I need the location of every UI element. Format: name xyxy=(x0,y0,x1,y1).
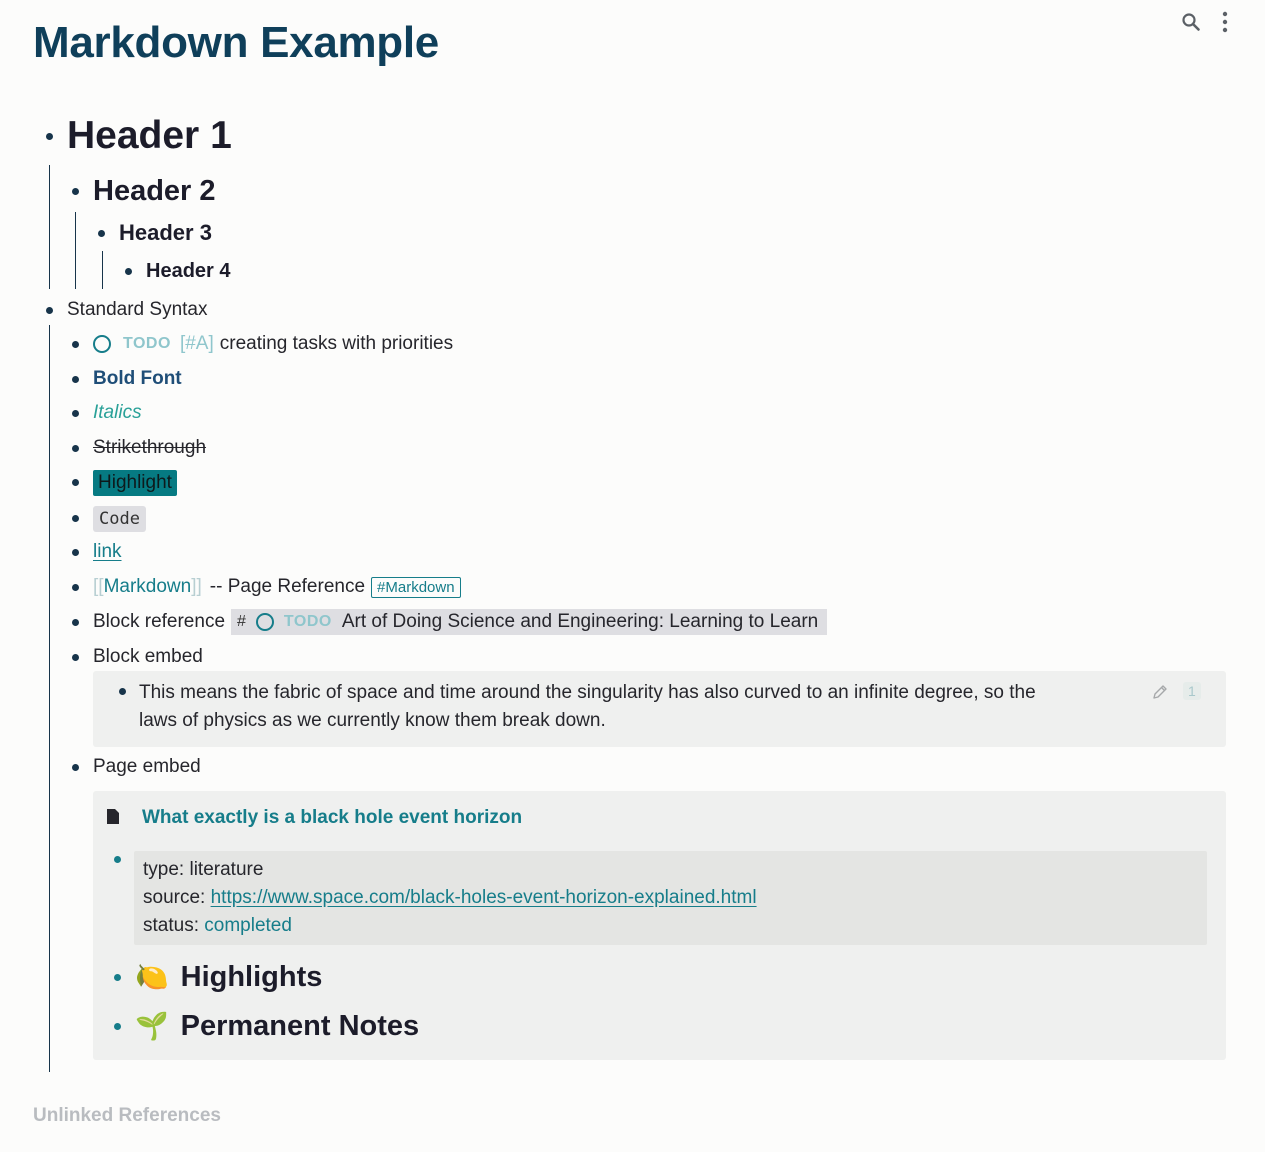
guide-line-header2 xyxy=(75,212,76,289)
bullet[interactable] xyxy=(72,188,79,195)
page-icon xyxy=(107,809,119,828)
todo-marker[interactable]: TODO xyxy=(283,613,332,630)
guide-line-header3 xyxy=(102,251,103,289)
property-key: status: xyxy=(143,915,199,936)
block-header-1[interactable] xyxy=(46,112,232,160)
todo-marker[interactable]: TODO xyxy=(123,335,171,352)
block-embed-container[interactable] xyxy=(93,671,1226,747)
inline-code: Code xyxy=(93,506,146,532)
property-key: source: xyxy=(143,887,206,908)
block-header-4[interactable] xyxy=(125,258,231,284)
property-status xyxy=(143,912,757,940)
unlinked-references-toggle[interactable]: Unlinked References xyxy=(33,1105,221,1126)
bold-text: Bold Font xyxy=(93,368,182,389)
bullet[interactable] xyxy=(114,974,121,981)
bullet[interactable] xyxy=(46,133,53,140)
block-reference-chip[interactable] xyxy=(231,609,827,635)
hash-icon: # xyxy=(237,613,246,630)
block-embed-label: Block embed xyxy=(93,646,203,667)
bullet[interactable] xyxy=(46,307,53,314)
highlights-heading: Highlights xyxy=(180,960,323,993)
block-permanent-notes[interactable] xyxy=(114,1006,419,1046)
todo-checkbox[interactable] xyxy=(256,613,274,631)
priority-tag[interactable]: [#A] xyxy=(179,333,214,354)
block-bold[interactable] xyxy=(72,367,182,391)
page-properties[interactable] xyxy=(134,851,1207,945)
block-italics[interactable] xyxy=(72,401,142,425)
bullet[interactable] xyxy=(114,1023,121,1030)
page-reference-link[interactable]: Markdown xyxy=(103,576,192,597)
block-code[interactable] xyxy=(72,504,146,533)
markdown-tag[interactable]: #Markdown xyxy=(371,577,461,598)
block-highlights[interactable] xyxy=(114,957,322,997)
page-toolbar xyxy=(1181,10,1235,34)
bullet[interactable] xyxy=(72,549,79,556)
block-todo[interactable] xyxy=(72,332,453,356)
header-3: Header 3 xyxy=(119,220,212,245)
block-standard-syntax[interactable] xyxy=(46,298,207,322)
embedded-block-line-2: laws of physics as we currently know them break down. xyxy=(139,710,606,731)
italic-text: Italics xyxy=(93,402,142,423)
page-embed-label: Page embed xyxy=(93,756,201,777)
ref-bracket-close: ]] xyxy=(191,576,202,597)
embedded-block-line-1: This means the fabric of space and time around the singularity has also curved to an infinite degree, so the xyxy=(139,682,1036,703)
hyperlink[interactable]: link xyxy=(93,541,122,562)
block-highlight[interactable] xyxy=(72,468,177,497)
lemon-icon: 🍋 xyxy=(135,962,169,993)
block-header-3[interactable] xyxy=(98,219,212,247)
property-source xyxy=(143,884,757,912)
page-title[interactable]: Markdown Example xyxy=(33,18,439,67)
block-page-reference[interactable] xyxy=(72,574,461,600)
permanent-notes-heading: Permanent Notes xyxy=(180,1009,420,1042)
seedling-icon: 🌱 xyxy=(135,1011,169,1042)
reference-count-badge[interactable]: 1 xyxy=(1183,682,1201,700)
strikethrough-text: Strikethrough xyxy=(93,437,207,458)
more-vertical-icon[interactable] xyxy=(1215,10,1235,34)
bullet[interactable] xyxy=(119,688,126,695)
embedded-block-text xyxy=(139,679,1036,735)
bullet[interactable] xyxy=(125,268,132,275)
page-embed-title[interactable]: What exactly is a black hole event horizon xyxy=(142,807,523,828)
highlight-text: Highlight xyxy=(93,470,177,496)
bullet[interactable] xyxy=(72,376,79,383)
property-value: literature xyxy=(189,859,264,880)
bullet[interactable] xyxy=(72,410,79,417)
bullet[interactable] xyxy=(98,230,105,237)
bullet[interactable] xyxy=(72,515,79,522)
property-key: type: xyxy=(143,859,185,880)
bullet[interactable] xyxy=(72,584,79,591)
search-icon[interactable] xyxy=(1181,10,1201,34)
standard-syntax-label: Standard Syntax xyxy=(67,299,208,320)
source-link[interactable]: https://www.space.com/black-holes-event-horizon-explained.html xyxy=(210,887,757,908)
block-header-2[interactable] xyxy=(72,173,216,209)
block-strikethrough[interactable] xyxy=(72,436,206,460)
bullet[interactable] xyxy=(72,341,79,348)
block-reference-text: Art of Doing Science and Engineering: Learning to Learn xyxy=(341,611,819,632)
bullet[interactable] xyxy=(72,654,79,661)
bullet[interactable] xyxy=(114,856,121,863)
header-4: Header 4 xyxy=(146,259,231,282)
block-link[interactable] xyxy=(72,540,122,564)
block-block-reference[interactable] xyxy=(72,608,827,636)
status-value[interactable]: completed xyxy=(204,915,292,936)
guide-line-standard xyxy=(49,325,50,1072)
todo-checkbox[interactable] xyxy=(93,335,111,353)
property-type xyxy=(143,856,757,884)
header-2: Header 2 xyxy=(93,174,216,207)
page-embed-container[interactable] xyxy=(93,791,1226,1060)
ref-bracket-open: [[ xyxy=(93,576,104,597)
header-1: Header 1 xyxy=(67,114,232,157)
todo-text: creating tasks with priorities xyxy=(219,333,454,354)
bullet[interactable] xyxy=(72,764,79,771)
block-reference-label: Block reference xyxy=(93,611,226,632)
block-page-embed[interactable] xyxy=(72,755,201,779)
bullet[interactable] xyxy=(72,619,79,626)
pencil-icon[interactable] xyxy=(1152,684,1168,704)
bullet[interactable] xyxy=(72,479,79,486)
page-reference-suffix: -- Page Reference xyxy=(209,576,366,597)
bullet[interactable] xyxy=(72,445,79,452)
block-block-embed[interactable] xyxy=(72,645,203,669)
guide-line-header1 xyxy=(49,165,50,289)
